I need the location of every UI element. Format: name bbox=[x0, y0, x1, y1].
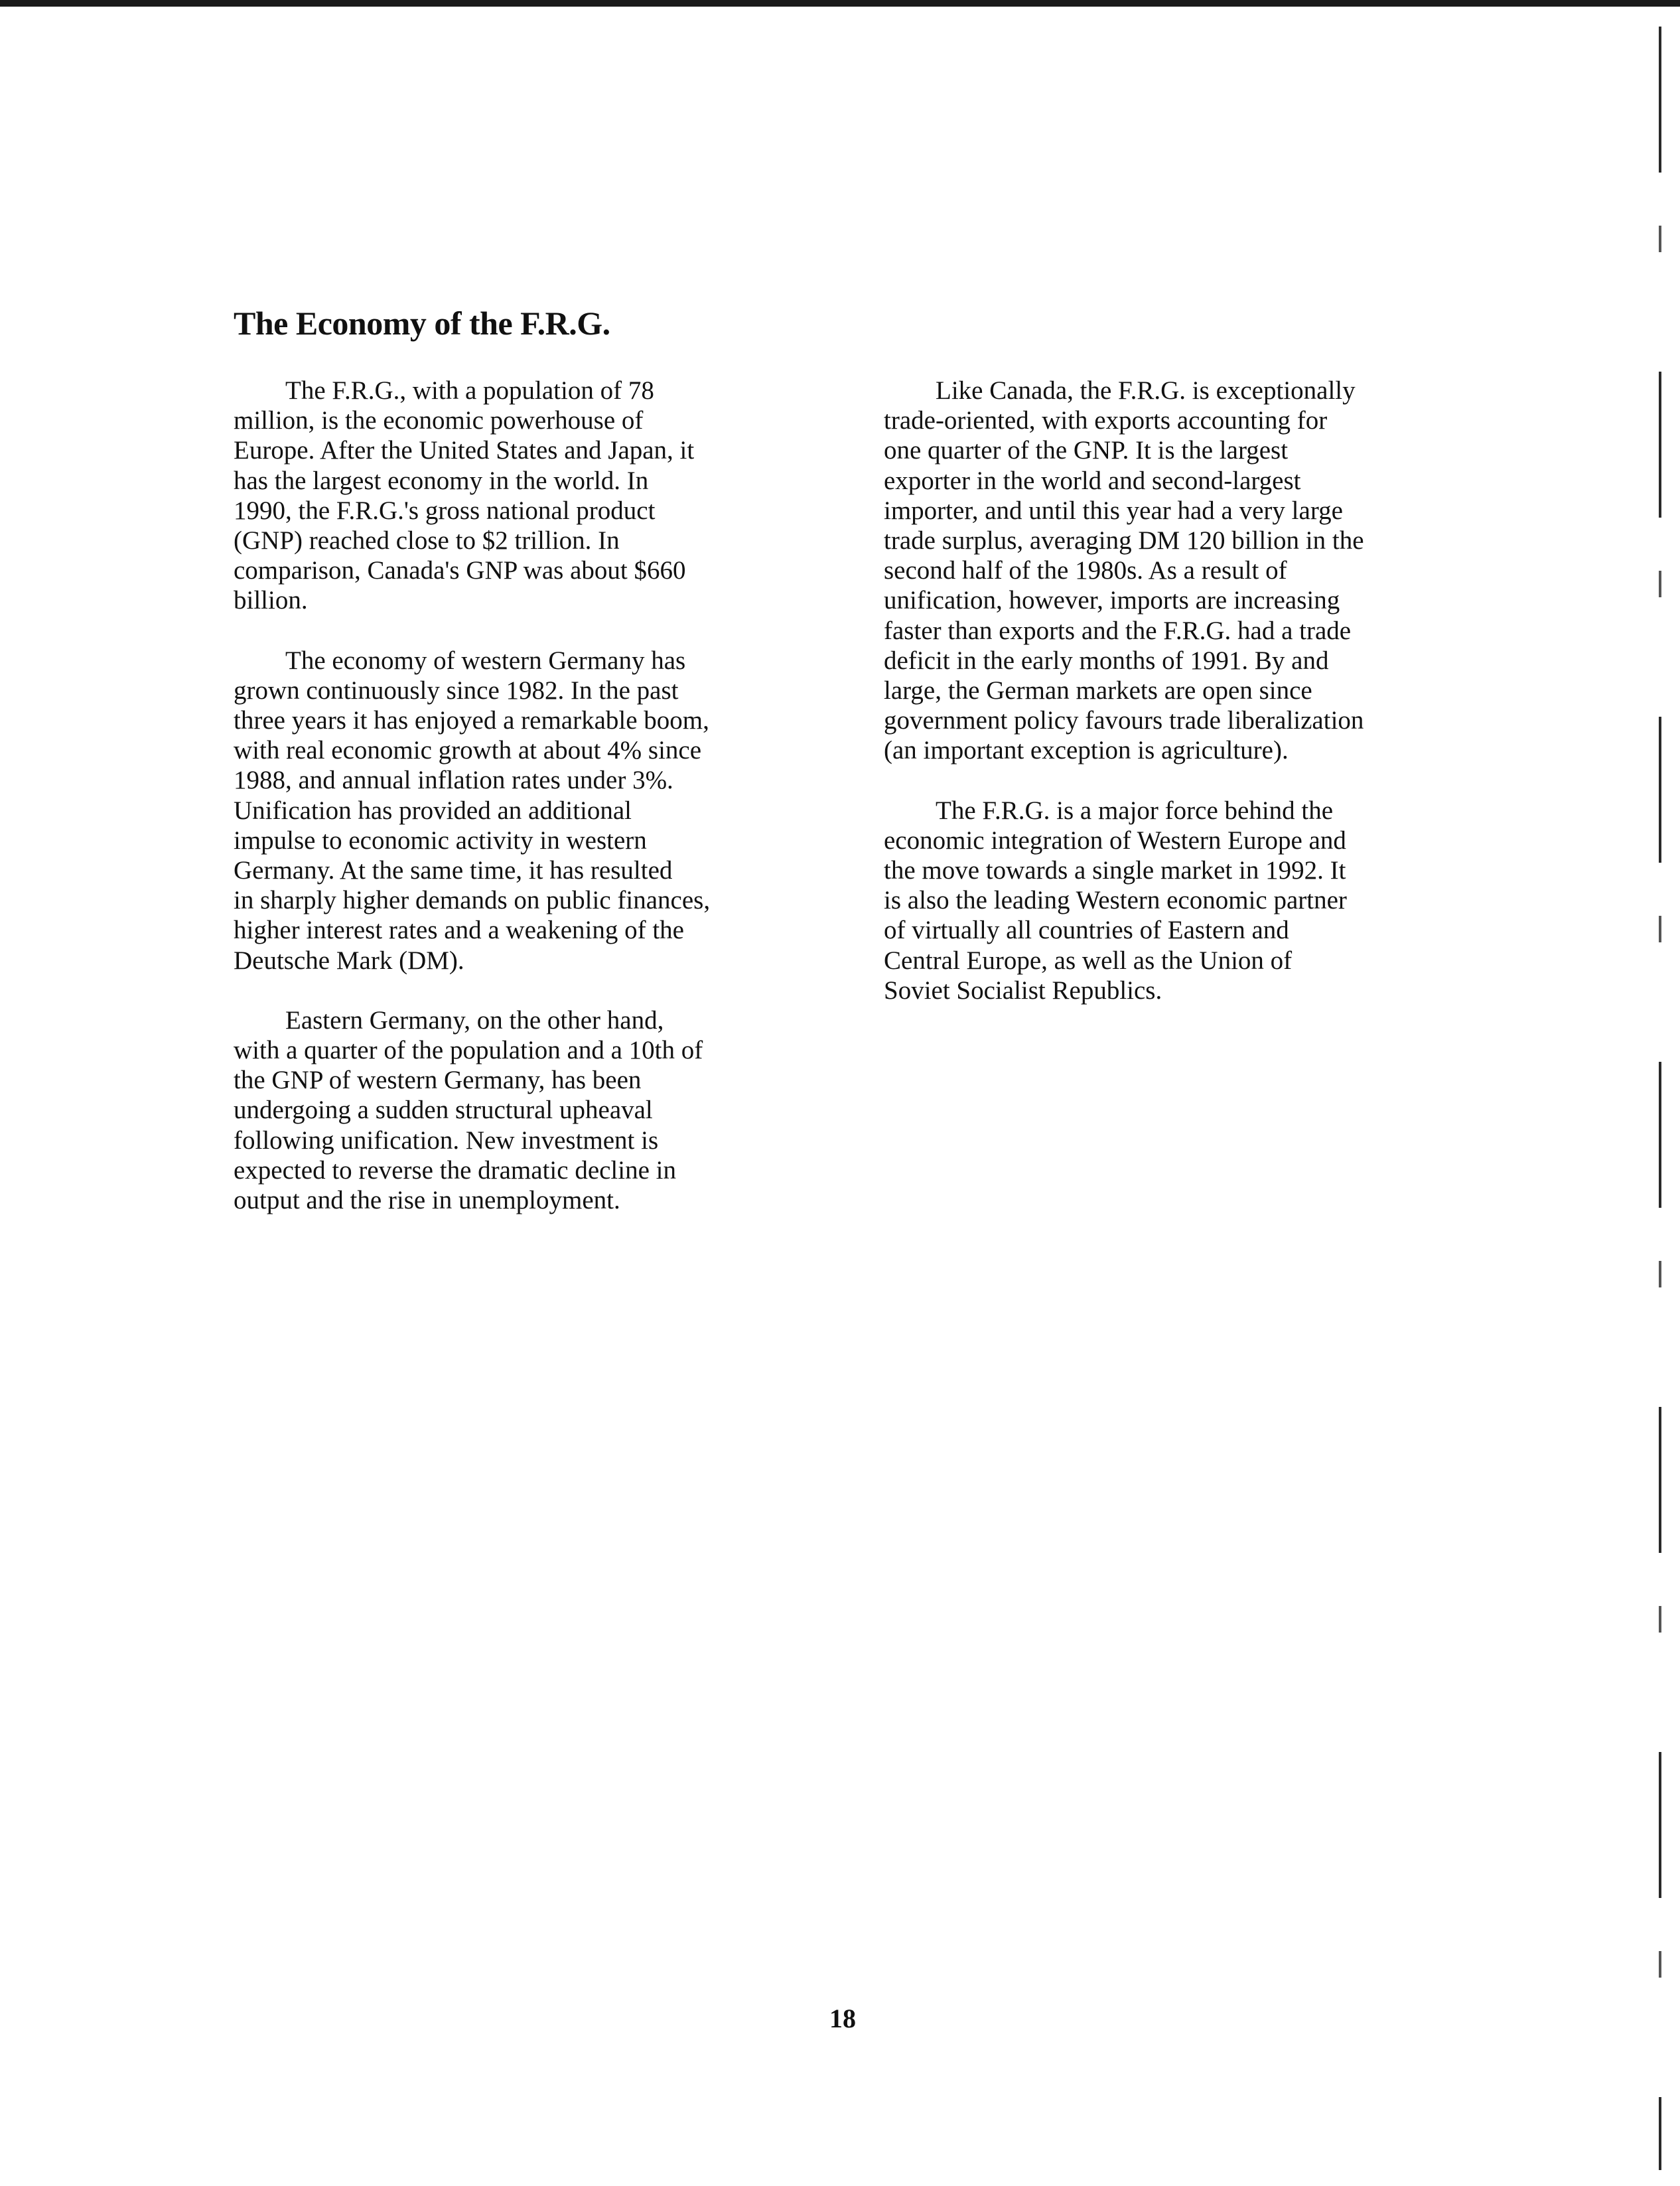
text-line: has the largest economy in the world. In bbox=[234, 466, 649, 495]
text-line: with real economic growth at about 4% since bbox=[234, 736, 702, 765]
text-line: the GNP of western Germany, has been bbox=[234, 1066, 642, 1095]
text-line: million, is the economic powerhouse of bbox=[234, 406, 644, 435]
text-line: in sharply higher demands on public finances, bbox=[234, 886, 711, 915]
text-line: trade surplus, averaging DM 120 billion in the bbox=[884, 526, 1364, 555]
text-line: exporter in the world and second-largest bbox=[884, 466, 1301, 495]
text-line: importer, and until this year had a very large bbox=[884, 496, 1343, 525]
text-line: 1988, and annual inflation rates under 3%. bbox=[234, 766, 673, 795]
page-title: The Economy of the F.R.G. bbox=[234, 305, 610, 342]
text-line: large, the German markets are open since bbox=[884, 676, 1312, 705]
left-column bbox=[234, 376, 817, 1245]
text-line: following unification. New investment is bbox=[234, 1126, 659, 1155]
text-line: output and the rise in unemployment. bbox=[234, 1186, 620, 1215]
paragraph bbox=[234, 1005, 817, 1215]
text-line: faster than exports and the F.R.G. had a trade bbox=[884, 616, 1352, 645]
text-line: Unification has provided an additional bbox=[234, 796, 632, 825]
text-line: The F.R.G. is a major force behind the bbox=[936, 796, 1334, 825]
text-line: government policy favours trade liberalization bbox=[884, 706, 1364, 735]
text-line: The economy of western Germany has bbox=[285, 646, 686, 675]
text-line: Germany. At the same time, it has resulted bbox=[234, 856, 673, 885]
text-line: (an important exception is agriculture). bbox=[884, 736, 1289, 765]
text-line: higher interest rates and a weakening of the bbox=[234, 916, 684, 945]
text-line: Europe. After the United States and Japan, it bbox=[234, 436, 695, 465]
text-line: trade-oriented, with exports accounting for bbox=[884, 406, 1328, 435]
text-line: The F.R.G., with a population of 78 bbox=[285, 376, 654, 405]
paragraph bbox=[884, 376, 1468, 766]
paragraph bbox=[884, 796, 1468, 1005]
scan-right-edge bbox=[1659, 27, 1661, 2170]
text-line: (GNP) reached close to $2 trillion. In bbox=[234, 526, 620, 555]
text-line: grown continuously since 1982. In the past bbox=[234, 676, 679, 705]
text-line: second half of the 1980s. As a result of bbox=[884, 556, 1287, 585]
text-line: Eastern Germany, on the other hand, bbox=[285, 1005, 664, 1035]
text-line: comparison, Canada's GNP was about $660 bbox=[234, 556, 686, 585]
text-line: three years it has enjoyed a remarkable boom, bbox=[234, 706, 709, 735]
scan-top-edge bbox=[0, 0, 1680, 7]
text-line: economic integration of Western Europe and bbox=[884, 826, 1346, 855]
right-column bbox=[884, 376, 1468, 1035]
text-line: Soviet Socialist Republics. bbox=[884, 976, 1162, 1005]
text-line: with a quarter of the population and a 10th of bbox=[234, 1036, 703, 1065]
text-line: the move towards a single market in 1992. It bbox=[884, 856, 1346, 885]
page-number: 18 bbox=[829, 2004, 856, 2033]
text-line: one quarter of the GNP. It is the largest bbox=[884, 436, 1289, 465]
text-line: undergoing a sudden structural upheaval bbox=[234, 1096, 653, 1125]
text-line: Like Canada, the F.R.G. is exceptionally bbox=[936, 376, 1356, 405]
text-line: unification, however, imports are increasing bbox=[884, 586, 1340, 615]
text-line: Central Europe, as well as the Union of bbox=[884, 946, 1293, 975]
text-line: is also the leading Western economic partner bbox=[884, 886, 1347, 915]
paragraph bbox=[234, 376, 817, 616]
paragraph bbox=[234, 646, 817, 976]
text-line: deficit in the early months of 1991. By and bbox=[884, 646, 1329, 675]
text-line: billion. bbox=[234, 586, 308, 615]
text-line: expected to reverse the dramatic decline in bbox=[234, 1155, 676, 1185]
text-line: of virtually all countries of Eastern and bbox=[884, 916, 1289, 945]
text-line: impulse to economic activity in western bbox=[234, 826, 647, 855]
text-line: 1990, the F.R.G.'s gross national product bbox=[234, 496, 656, 525]
text-line: Deutsche Mark (DM). bbox=[234, 946, 464, 975]
